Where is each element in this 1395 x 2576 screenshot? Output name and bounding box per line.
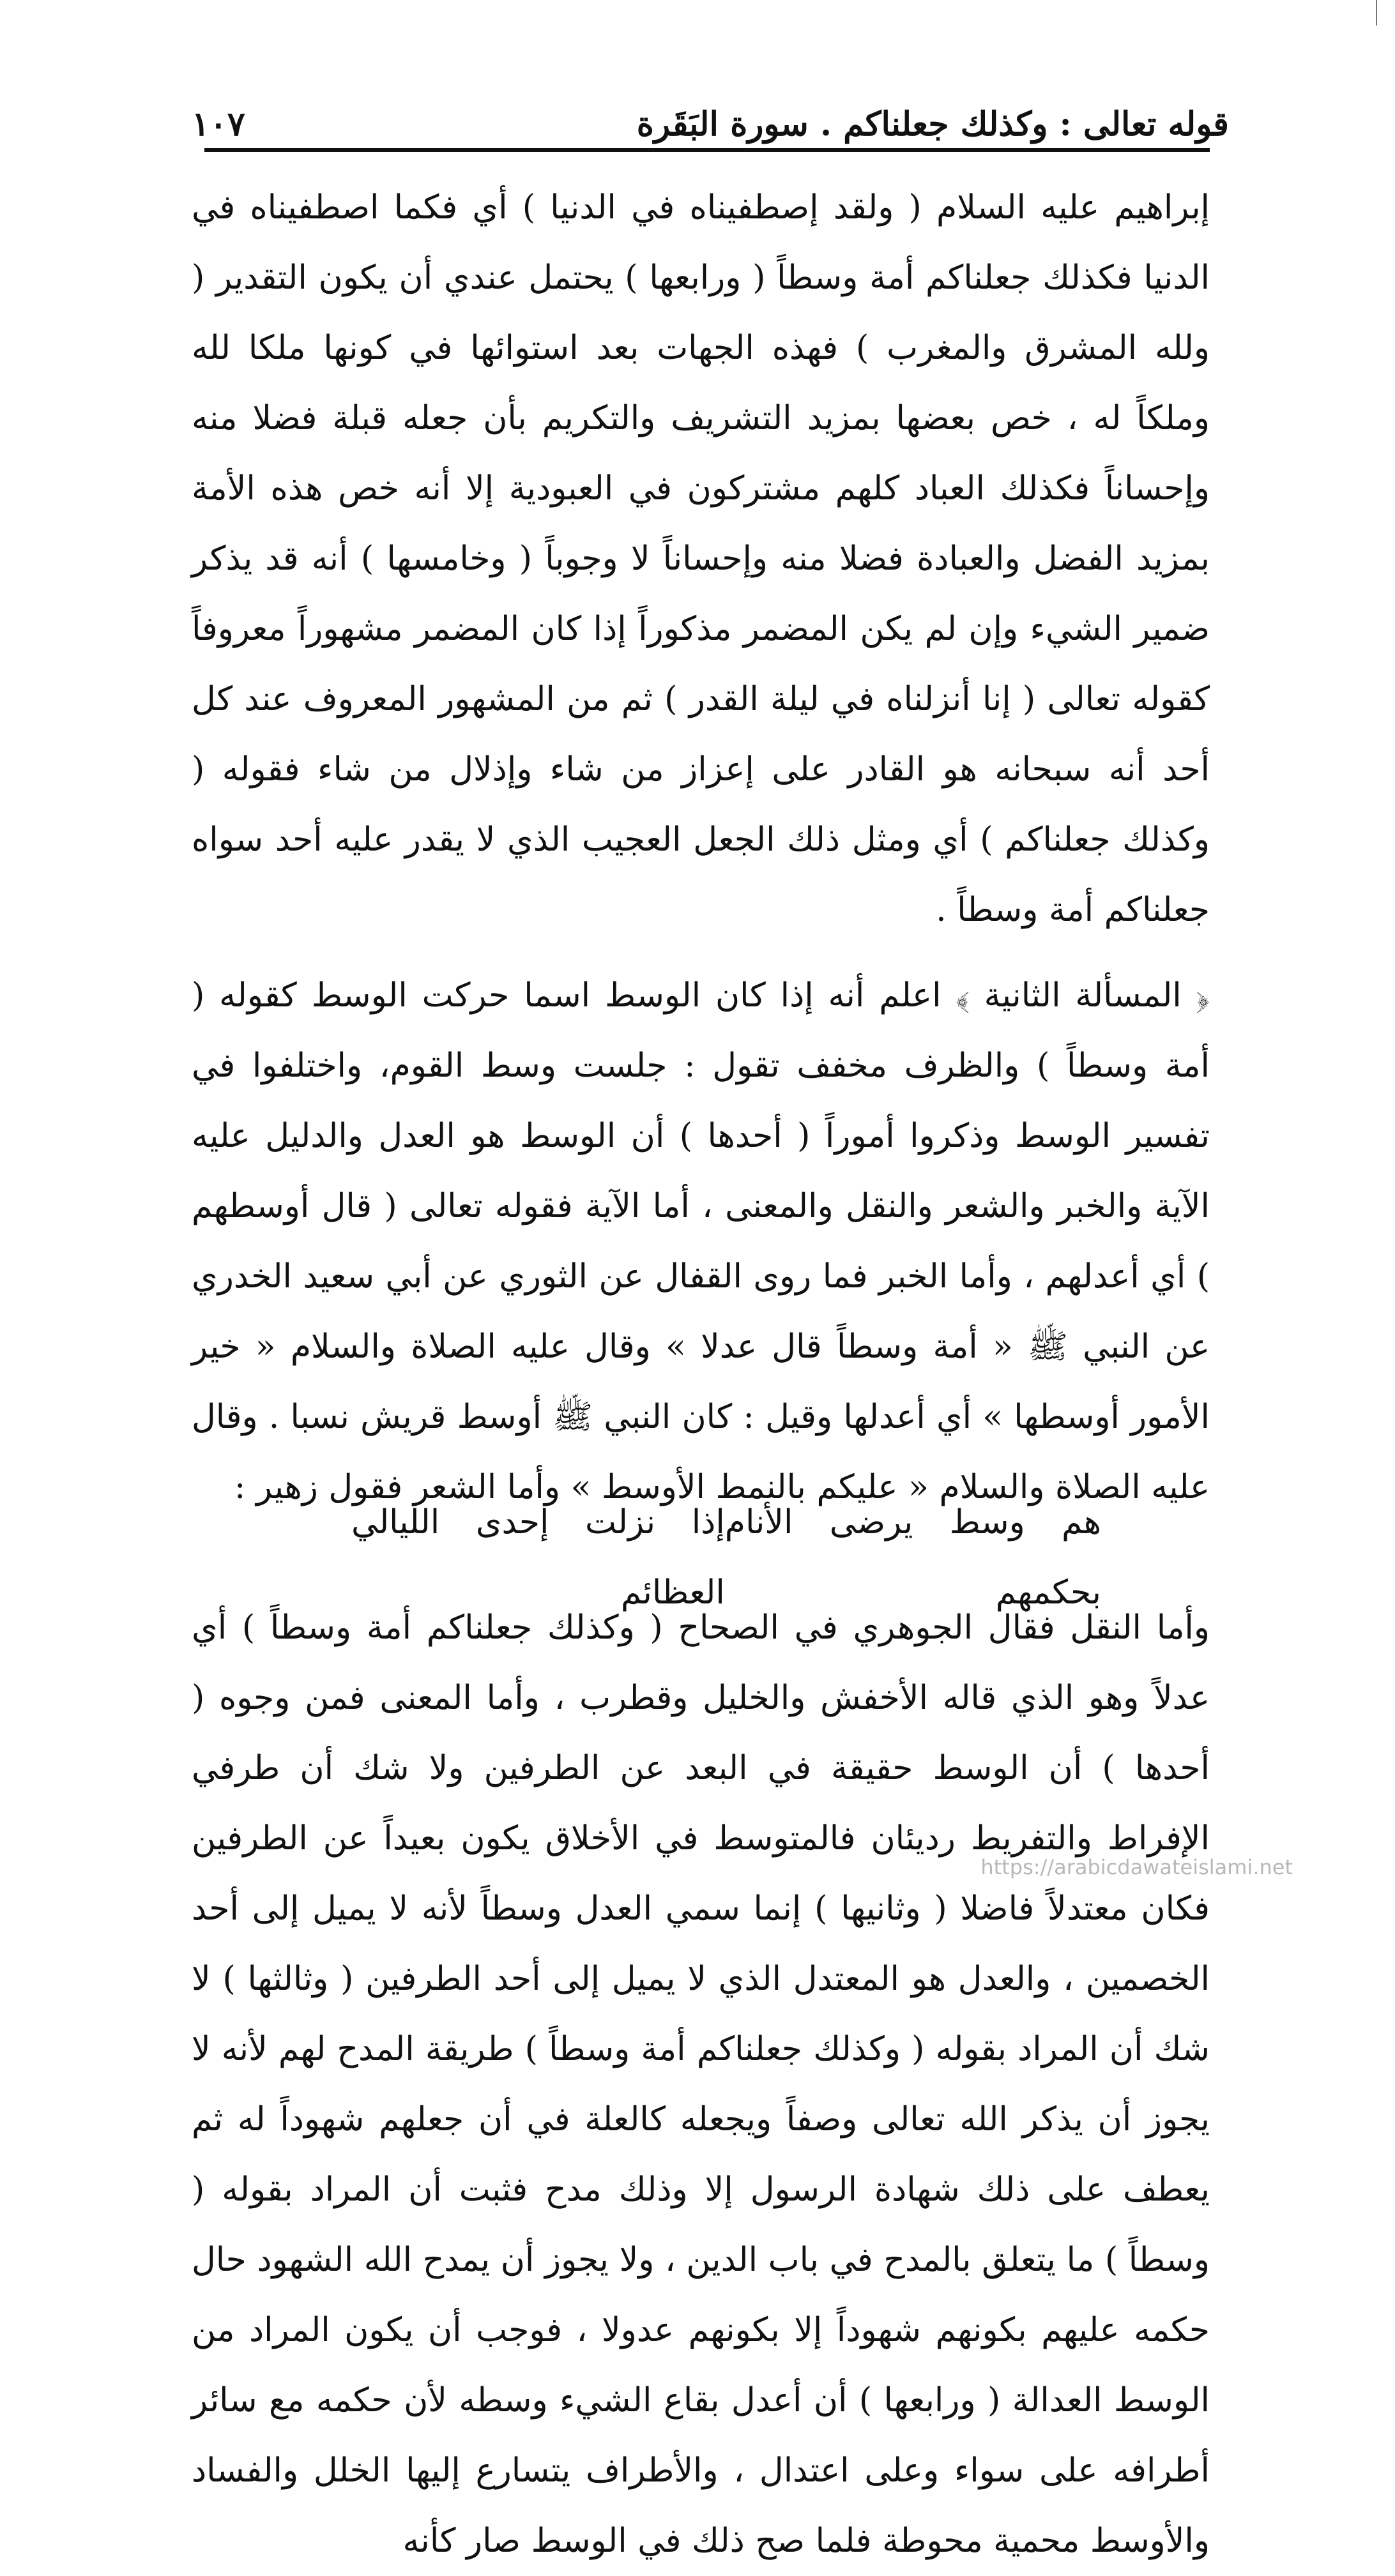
paragraph-3: وأما النقل فقال الجوهري في الصحاح ( وكذلك جعلناكم أمة وسطاً ) أي عدلاً وهو الذي قاله الأخفش والخليل وقطرب ، وأما المعنى فمن وجوه ( أحدها ) أن الوسط حقيقة في البعد عن الطرفين ولا شك أن طرفي الإفراط والتفريط رديئان فالمتوسط في الأخلاق يكون بعيداً عن الطرفين فكان معتدلاً فاضلا ( وثانيها ) إنما سمي العدل وسطاً لأنه لا يميل إلى أحد الخصمين ، والعدل هو المعتدل الذي لا يميل إلى أحد الطرفين ( وثالثها ) لا شك أن المراد بقوله ( وكذلك جعلناكم أمة وسطاً ) طريقة المدح لهم لأنه لا يجوز أن يذكر الله تعالى وصفاً ويجعله كالعلة في أن جعلهم شهوداً له ثم يعطف على ذلك شهادة الرسول إلا وذلك مدح فثبت أن المراد بقوله ( وسطاً ) ما يتعلق بالمدح في باب الدين ، ولا يجوز أن يمدح الله الشهود حال حكمه عليهم بكونهم شهوداً إلا بكونهم عدولا ، فوجب أن يكون المراد من الوسط العدالة ( ورابعها ) أن أعدل بقاع الشيء وسطه لأن حكمه مع سائر أطرافه على سواء وعلى اعتدال ، والأطراف يتسارع إليها الخلل والفساد والأوسط محمية محوطة فلما صح ذلك في الوسط صار كأنه [192,1609,1210,2560]
scan-corner-mark [1376,0,1377,26]
poem-second-hemistich: إذا نزلت إحدى الليالي العظائم [351,1503,725,1612]
body-text [192,172,1210,2576]
running-header [192,83,1229,144]
page-number: ١٠٧ [192,105,245,144]
header-title: قوله تعالى : وكذلك جعلناكم . سورة البَقَرة [636,105,1229,144]
watermark-url: https://arabicdawateislami.net [980,1855,1293,1879]
paragraph-gap [192,945,1210,960]
paragraph-1: إبراهيم عليه السلام ( ولقد إصطفيناه في الدنيا ) أي فكما اصطفيناه في الدنيا فكذلك جعلناكم أمة وسطاً ( ورابعها ) يحتمل عندي أن يكون التقدير ( ولله المشرق والمغرب ) فهذه الجهات بعد استوائها في كونها ملكا لله وملكاً له ، خص بعضها بمزيد التشريف والتكريم بأن جعله قبلة فضلا منه وإحساناً فكذلك العباد كلهم مشتركون في العبودية إلا أنه خص هذه الأمة بمزيد الفضل والعبادة فضلا منه وإحساناً لا وجوباً ( وخامسها ) أنه قد يذكر ضمير الشيء وإن لم يكن المضمر مذكوراً إذا كان المضمر مشهوراً معروفاً كقوله تعالى ( إنا أنزلناه في ليلة القدر ) ثم من المشهور المعروف عند كل أحد أنه سبحانه هو القادر على إعزاز من شاء وإذلال من شاء فقوله ( وكذلك جعلناكم ) أي ومثل ذلك الجعل العجيب الذي لا يقدر عليه أحد سواه جعلناكم أمة وسطاً . [192,188,1210,929]
poem-verse [192,1503,1210,1612]
header-rule [204,148,1210,152]
poem-first-hemistich: هم وسط يرضى الأنام بحكمهم [724,1503,1101,1612]
paragraph-2: ﴿ المسألة الثانية ﴾ اعلم أنه إذا كان الوسط اسما حركت الوسط كقوله ( أمة وسطاً ) والظرف مخفف تقول : جلست وسط القوم، واختلفوا في تفسير الوسط وذكروا أموراً ( أحدها ) أن الوسط هو العدل والدليل عليه الآية والخبر والشعر والنقل والمعنى ، أما الآية فقوله تعالى ( قال أوسطهم ) أي أعدلهم ، وأما الخبر فما روى القفال عن الثوري عن أبي سعيد الخدري عن النبي ﷺ « أمة وسطاً قال عدلا » وقال عليه الصلاة والسلام « خير الأمور أوسطها » أي أعدلها وقيل : كان النبي ﷺ أوسط قريش نسبا . وقال عليه الصلاة والسلام « عليكم بالنمط الأوسط » وأما الشعر فقول زهير : [192,976,1210,1506]
